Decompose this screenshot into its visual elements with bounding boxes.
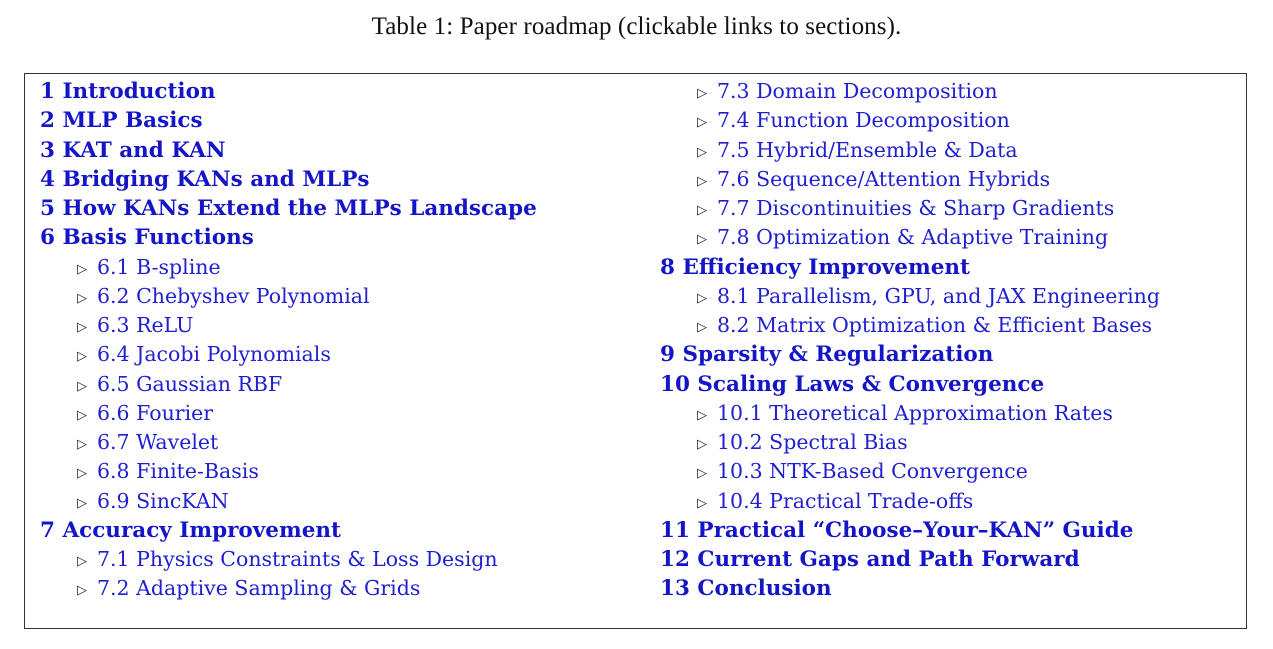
roadmap-link-label: 6.5 Gaussian RBF — [97, 371, 283, 396]
triangle-bullet-icon: ▷ — [77, 583, 87, 599]
subsection-link-6-3[interactable] — [40, 311, 537, 340]
section-link-1[interactable] — [40, 77, 537, 106]
subsection-link-10-3[interactable] — [660, 457, 1160, 486]
section-link-7[interactable] — [40, 516, 537, 545]
section-link-8[interactable] — [660, 253, 1160, 282]
roadmap-link-label: 10 Scaling Laws & Convergence — [660, 371, 1045, 397]
roadmap-link-label: 11 Practical “Choose–Your–KAN” Guide — [660, 517, 1134, 543]
subsection-link-6-6[interactable] — [40, 399, 537, 428]
roadmap-link-label: 6.4 Jacobi Polynomials — [97, 342, 331, 367]
section-link-13[interactable] — [660, 574, 1160, 603]
subsection-link-10-4[interactable] — [660, 487, 1160, 516]
roadmap-left-column — [40, 77, 537, 604]
roadmap-link-label: 7.3 Domain Decomposition — [717, 79, 998, 103]
subsection-link-10-2[interactable] — [660, 428, 1160, 457]
triangle-bullet-icon: ▷ — [697, 115, 707, 131]
subsection-link-7-1[interactable] — [40, 545, 537, 574]
subsection-link-7-2[interactable] — [40, 574, 537, 603]
section-link-6[interactable] — [40, 223, 537, 252]
roadmap-link-label: 7.7 Discontinuities & Sharp Gradients — [717, 196, 1115, 220]
section-link-4[interactable] — [40, 165, 537, 194]
roadmap-link-label: 8 Efficiency Improvement — [660, 254, 970, 280]
triangle-bullet-icon: ▷ — [77, 290, 87, 306]
subsection-link-6-8[interactable] — [40, 457, 537, 486]
triangle-bullet-icon: ▷ — [697, 86, 707, 101]
triangle-bullet-icon: ▷ — [697, 232, 707, 248]
section-link-11[interactable] — [660, 516, 1160, 545]
subsection-link-8-1[interactable] — [660, 282, 1160, 311]
triangle-bullet-icon: ▷ — [77, 495, 87, 511]
roadmap-link-label: 6 Basis Functions — [40, 225, 254, 251]
section-link-9[interactable] — [660, 340, 1160, 369]
subsection-link-7-3[interactable] — [660, 77, 1160, 106]
roadmap-link-label: 2 MLP Basics — [40, 108, 203, 134]
roadmap-link-label: 3 KAT and KAN — [40, 137, 226, 163]
roadmap-link-label: 10.2 Spectral Bias — [717, 430, 908, 454]
roadmap-link-label: 7.6 Sequence/Attention Hybrids — [717, 166, 1051, 191]
roadmap-link-label: 8.1 Parallelism, GPU, and JAX Engineering — [717, 283, 1161, 308]
triangle-bullet-icon: ▷ — [697, 290, 707, 306]
triangle-bullet-icon: ▷ — [77, 466, 87, 482]
subsection-link-6-7[interactable] — [40, 428, 537, 457]
triangle-bullet-icon: ▷ — [77, 437, 87, 452]
subsection-link-8-2[interactable] — [660, 311, 1160, 340]
roadmap-link-label: 1 Introduction — [40, 79, 216, 104]
subsection-link-10-1[interactable] — [660, 399, 1160, 428]
roadmap-link-label: 13 Conclusion — [660, 576, 832, 602]
subsection-link-7-8[interactable] — [660, 223, 1160, 252]
subsection-link-7-4[interactable] — [660, 106, 1160, 135]
subsection-link-6-9[interactable] — [40, 487, 537, 516]
table-caption: Table 1: Paper roadmap (clickable links to sections). — [371, 13, 902, 40]
section-link-3[interactable] — [40, 136, 537, 165]
triangle-bullet-icon: ▷ — [697, 495, 707, 511]
triangle-bullet-icon: ▷ — [697, 144, 707, 160]
triangle-bullet-icon: ▷ — [77, 320, 87, 335]
roadmap-link-label: 6.6 Fourier — [97, 400, 214, 425]
triangle-bullet-icon: ▷ — [77, 378, 87, 394]
section-link-2[interactable] — [40, 106, 537, 135]
section-link-5[interactable] — [40, 194, 537, 223]
subsection-link-6-5[interactable] — [40, 370, 537, 399]
roadmap-link-label: 7.2 Adaptive Sampling & Grids — [97, 576, 421, 601]
roadmap-link-label: 8.2 Matrix Optimization & Efficient Bases — [717, 313, 1153, 337]
triangle-bullet-icon: ▷ — [77, 349, 87, 365]
triangle-bullet-icon: ▷ — [77, 261, 87, 277]
triangle-bullet-icon: ▷ — [77, 554, 87, 569]
roadmap-link-label: 5 How KANs Extend the MLPs Landscape — [40, 196, 537, 221]
roadmap-link-label: 6.3 ReLU — [97, 313, 194, 337]
subsection-link-6-4[interactable] — [40, 340, 537, 369]
roadmap-link-label: 6.9 SincKAN — [97, 488, 229, 513]
roadmap-link-label: 7.1 Physics Constraints & Loss Design — [97, 547, 498, 571]
roadmap-link-label: 7.8 Optimization & Adaptive Training — [717, 225, 1109, 250]
roadmap-right-column — [660, 77, 1160, 604]
triangle-bullet-icon: ▷ — [697, 203, 707, 218]
subsection-link-6-1[interactable] — [40, 253, 537, 282]
roadmap-link-label: 7.5 Hybrid/Ensemble & Data — [717, 137, 1018, 162]
section-link-12[interactable] — [660, 545, 1160, 574]
roadmap-link-label: 9 Sparsity & Regularization — [660, 342, 994, 368]
section-link-10[interactable] — [660, 370, 1160, 399]
triangle-bullet-icon: ▷ — [697, 466, 707, 482]
roadmap-link-label: 4 Bridging KANs and MLPs — [40, 166, 370, 192]
triangle-bullet-icon: ▷ — [697, 407, 707, 423]
triangle-bullet-icon: ▷ — [697, 320, 707, 335]
roadmap-link-label: 6.1 B-spline — [97, 254, 221, 279]
triangle-bullet-icon: ▷ — [697, 437, 707, 452]
subsection-link-7-6[interactable] — [660, 165, 1160, 194]
roadmap-link-label: 12 Current Gaps and Path Forward — [660, 547, 1080, 572]
subsection-link-6-2[interactable] — [40, 282, 537, 311]
roadmap-link-label: 6.2 Chebyshev Polynomial — [97, 283, 370, 308]
roadmap-link-label: 10.1 Theoretical Approximation Rates — [717, 400, 1113, 425]
subsection-link-7-5[interactable] — [660, 136, 1160, 165]
roadmap-link-label: 6.8 Finite-Basis — [97, 459, 259, 484]
triangle-bullet-icon: ▷ — [77, 407, 87, 423]
roadmap-link-label: 10.4 Practical Trade-offs — [717, 488, 974, 513]
roadmap-link-label: 7 Accuracy Improvement — [40, 517, 341, 543]
triangle-bullet-icon: ▷ — [697, 173, 707, 189]
roadmap-link-label: 7.4 Function Decomposition — [717, 108, 1010, 133]
roadmap-link-label: 10.3 NTK-Based Convergence — [717, 459, 1028, 484]
subsection-link-7-7[interactable] — [660, 194, 1160, 223]
roadmap-link-label: 6.7 Wavelet — [97, 430, 219, 454]
